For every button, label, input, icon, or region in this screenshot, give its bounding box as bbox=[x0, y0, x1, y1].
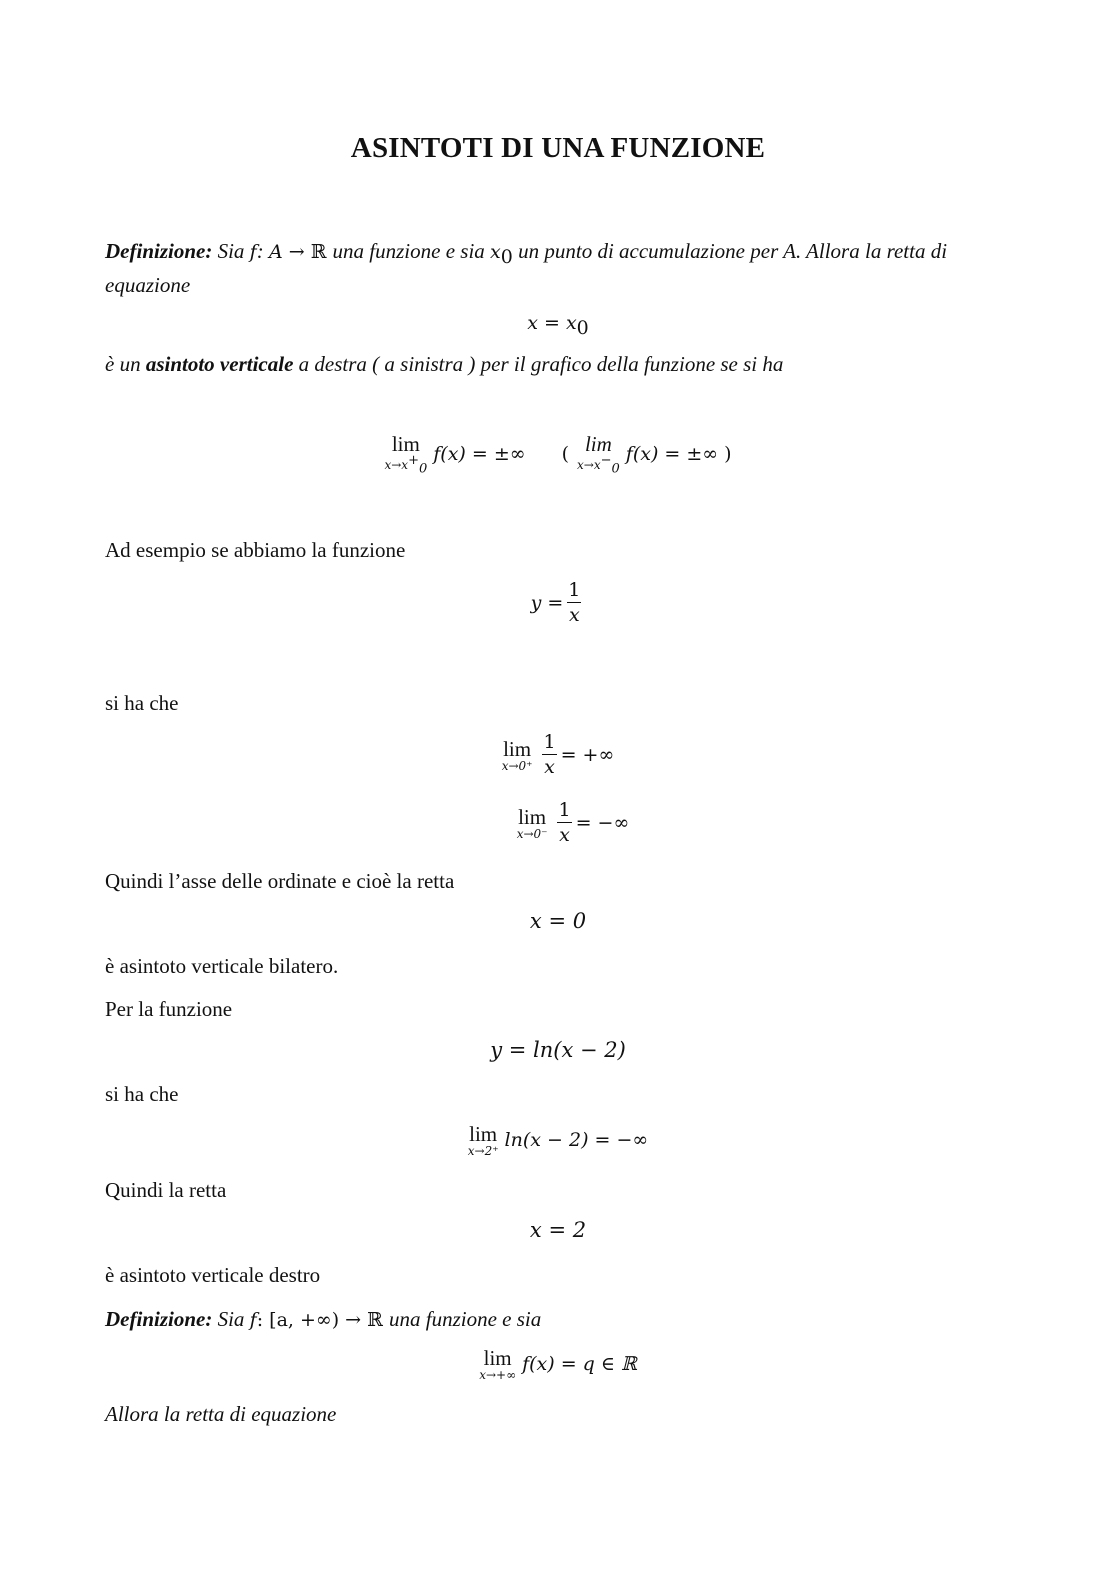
text-destro: è asintoto verticale destro bbox=[105, 1263, 321, 1287]
equation-y-1-over-x: y = $\frac{1}{x}$ bbox=[530, 579, 581, 626]
equation-x-equals-x0: $x = x_0$ bbox=[527, 312, 589, 340]
limit-definition-formula: lim $x\to x^+_0$ f(x) = ±∞ ( lim $x\to x^-_0$ f(x) = ±∞ ) bbox=[384, 432, 732, 477]
text-quindi-la-retta: Quindi la retta bbox=[105, 1178, 227, 1202]
vertical-asymptote-statement: è un asintoto verticale a destra ( a sinistra ) per il grafico della funzione se si ha bbox=[105, 352, 784, 376]
equation-x-equals-2: x = 2 bbox=[529, 1218, 587, 1242]
limit-q: lim x→+∞ f(x) = q ∈ ℝ bbox=[479, 1346, 637, 1382]
definition-label-2: Definizione: bbox=[105, 1307, 213, 1331]
text-allora: Allora la retta di equazione bbox=[105, 1402, 337, 1426]
text-per-la-funzione: Per la funzione bbox=[105, 997, 233, 1021]
limit-0-minus: lim x→0⁻ $\frac{1}{x}$ = −∞ bbox=[516, 799, 630, 846]
text-bilatero: è asintoto verticale bilatero. bbox=[105, 954, 339, 978]
limit-0-plus: lim x→0⁺ $\frac{1}{x}$ = +∞ bbox=[501, 731, 615, 778]
limit-ln: lim x→2⁺ ln(x − 2) = −∞ bbox=[467, 1122, 649, 1158]
definition-label: Definizione: bbox=[105, 239, 213, 263]
text-quindi-asse: Quindi l’asse delle ordinate e cioè la retta bbox=[105, 869, 455, 893]
text-si-ha-che: si ha che bbox=[105, 691, 179, 715]
definition-horizontal-asymptote: Definizione: Sia f: [a, +∞) → ℝ una funzione e sia bbox=[105, 1307, 542, 1331]
equation-x-equals-0: x = 0 bbox=[529, 909, 587, 933]
example-intro: Ad esempio se abbiamo la funzione bbox=[105, 538, 406, 562]
definition-vertical-asymptote: Definizione: Sia f: A → ℝ una funzione e sia $x_0$ un punto di accumulazione per A. Allora la retta di equazione bbox=[105, 239, 948, 298]
limit-left: lim $x\to x^-_0$ bbox=[577, 432, 620, 477]
equation-y-ln: y = ln(x − 2) bbox=[490, 1038, 626, 1062]
text-si-ha-che-2: si ha che bbox=[105, 1082, 179, 1106]
limit-right: lim $x\to x^+_0$ bbox=[384, 432, 428, 477]
page-title: ASINTOTI DI UNA FUNZIONE bbox=[350, 132, 766, 164]
